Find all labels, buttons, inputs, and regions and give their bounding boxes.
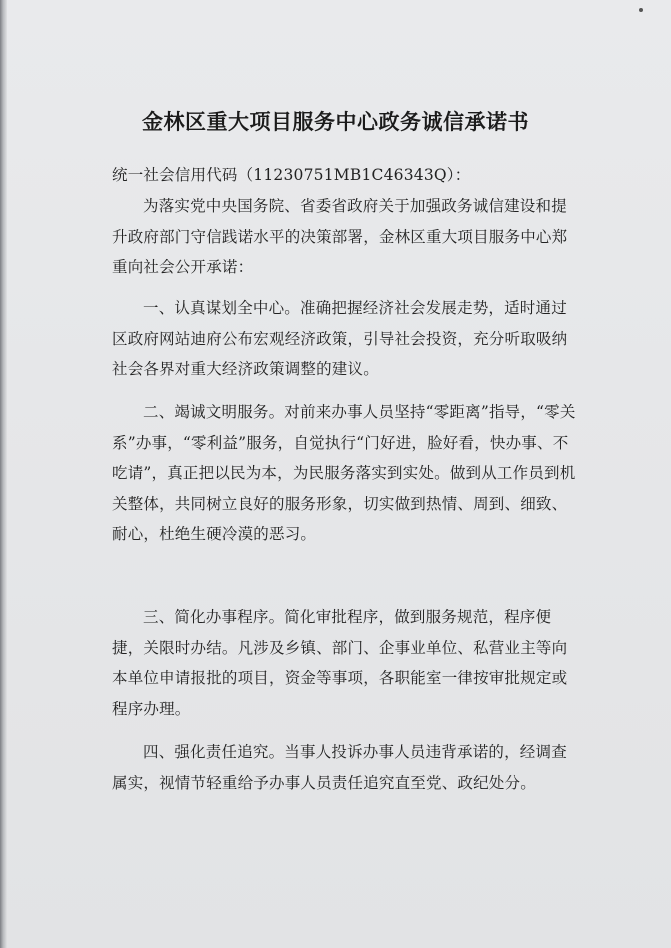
commitment-paragraph-3: 三、简化办事程序。简化审批程序，做到服务规范，程序便捷，关限时办结。凡涉及乡镇、部门、企事业单位、私营业主等向本单位申请报批的项目，资金等事项，各职能室一律按审批规定或程序办理。	[112, 608, 568, 718]
scan-edge-shadow	[0, 0, 7, 948]
commitment-paragraph-2: 二、竭诚文明服务。对前来办事人员坚持“零距离”指导，“零关系”办事，“零利益”服务，自觉执行“门好进，脸好看，快办事、不吃请”，真正把以民为本，为民服务落实到实处。做到从工作员到机关整体，共同树立良好的服务形象，切实做到热情、周到、细致、耐心，杜绝生硬冷漠的恶习。	[112, 403, 576, 543]
scan-dot	[639, 8, 643, 12]
document-title: 金林区重大项目服务中心政务诚信承诺书	[142, 109, 529, 135]
commitment-paragraph-1: 一、认真谋划全中心。准确把握经济社会发展走势，适时通过区政府网站迪府公布宏观经济政策，引导社会投资，充分听取吸纳社会各界对重大经济政策调整的建议。	[112, 299, 568, 378]
commitment-paragraph-4: 四、强化责任追究。当事人投诉办事人员违背承诺的，经调查属实，视情节轻重给予办事人员责任追究直至党、政纪处分。	[112, 743, 567, 792]
intro-paragraph: 为落实党中央国务院、省委省政府关于加强政务诚信建设和提升政府部门守信践诺水平的决策部署，金林区重大项目服务中心郑重向社会公开承诺：	[112, 197, 568, 276]
credit-code-line: 统一社会信用代码（11230751MB1C46343Q）：	[112, 166, 471, 184]
